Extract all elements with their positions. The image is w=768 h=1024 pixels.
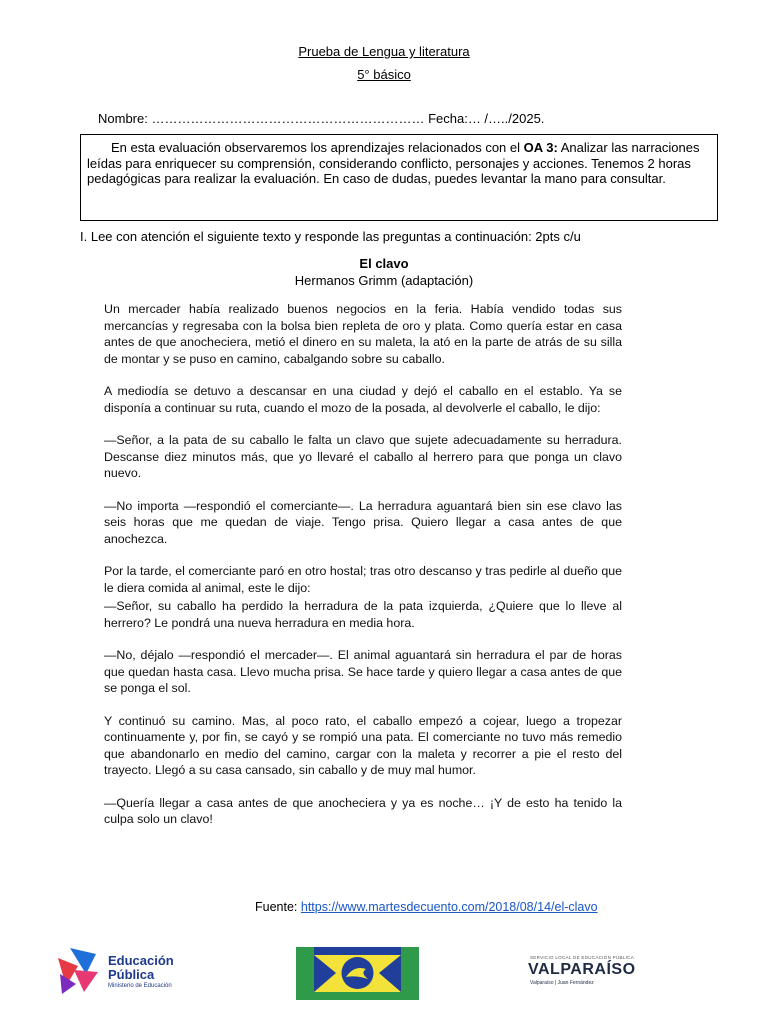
story-title: El clavo	[359, 256, 409, 271]
educacion-publica-logo	[56, 944, 256, 1004]
educacion-publica-mark-icon	[56, 944, 104, 996]
story-text	[104, 301, 622, 844]
logo-text-ministerio: Ministerio de Educación	[108, 983, 172, 989]
story-paragraph: —Señor, a la pata de su caballo le falta un clavo que sujete adecuadamente su herradura. Descanse diez minutos más, que yo llevaré el caballo al herrero para que ponga un clavo nuevo.	[104, 433, 622, 480]
instructions-text-after: Analizar las narraciones leídas para enriquecer su comprensión, considerando conflicto, personajes y acciones. Tenemos 2 horas pedagógicas para realizar la evaluación. En caso de dudas, puedes levantar la mano para consultar.	[87, 140, 700, 186]
story-paragraph: —No, déjalo —respondió el mercader—. El animal aguantará sin herradura el par de horas que quedan hasta casa. Llevo mucha prisa. Se hace tarde y quiero llegar a casa antes de que se ponga el sol.	[104, 648, 622, 695]
story-paragraph: —Quería llegar a casa antes de que anocheciera y ya es noche… ¡Y de esto ha tenido la culpa solo un clavo!	[104, 795, 622, 826]
school-crest-logo	[296, 947, 419, 1000]
valparaiso-logo	[528, 955, 678, 995]
logo-text-publica: Pública	[108, 967, 155, 982]
instructions-box	[80, 134, 718, 221]
story-paragraph: Un mercader había realizado buenos negocios en la feria. Había vendido todas sus mercancías y regresaba con la bolsa bien repleta de oro y plata. Como quería estar en casa antes de que anocheciera, metió el dinero en su maleta, la ató en la parte de atrás de su silla de montar y se puso en camino, cabalgando sobre su caballo.	[104, 302, 622, 366]
story-paragraph: —Señor, su caballo ha perdido la herradura de la pata izquierda, ¿Quiere que lo lleve al herrero? Le pondrá una nueva herradura en media hora.	[104, 599, 622, 630]
story-paragraph: Por la tarde, el comerciante paró en otro hostal; tras otro descanso y tras pedirle al dueño que le diera comida al animal, este le dijo:	[104, 564, 622, 595]
grade-label: 5° básico	[357, 67, 411, 82]
source-line	[255, 900, 598, 914]
story-author: Hermanos Grimm (adaptación)	[294, 273, 474, 288]
valparaiso-name: VALPARAÍSO	[528, 961, 636, 978]
instructions-text-before: En esta evaluación observaremos los aprendizajes relacionados con el	[111, 140, 524, 155]
valparaiso-subtext: Valparaíso | Juan Fernández	[530, 980, 594, 986]
story-paragraph: —No importa —respondió el comerciante—. La herradura aguantará bien sin ese clavo las seis horas que me quedan de viaje. Tengo prisa. Quiero llegar a casa antes de que anochezca.	[104, 498, 622, 546]
story-paragraph: Y continuó su camino. Mas, al poco rato, el caballo empezó a cojear, luego a tropezar continuamente y, por fin, se cayó y se rompió una pata. El comerciante no tuvo más remedio que abandonarlo en medio del camino, cargar con la maleta y recorrer a pie el resto del trayecto. Llegó a su casa cansado, sin caballo y de muy mal humor.	[104, 713, 622, 777]
story-paragraph: A mediodía se detuvo a descansar en una ciudad y dejó el caballo en el establo. Ya se disponía a continuar su ruta, cuando el mozo de la posada, al devolverle el caballo, le dijo:	[104, 384, 622, 415]
logo-text-educacion: Educación	[108, 953, 174, 968]
name-date-line: Nombre: ……………………………………………………… Fecha:… /…../2025.	[98, 111, 545, 126]
section-instruction: I. Lee con atención el siguiente texto y responde las preguntas a continuación: 2pts c/u	[80, 229, 581, 244]
source-label: Fuente:	[255, 900, 301, 914]
source-link[interactable]: https://www.martesdecuento.com/2018/08/14/el-clavo	[300, 900, 598, 914]
valparaiso-small-text: SERVICIO LOCAL DE EDUCACIÓN PÚBLICA	[530, 955, 635, 960]
page-title: Prueba de Lengua y literatura	[298, 44, 470, 59]
oa-label: OA 3:	[523, 140, 558, 155]
